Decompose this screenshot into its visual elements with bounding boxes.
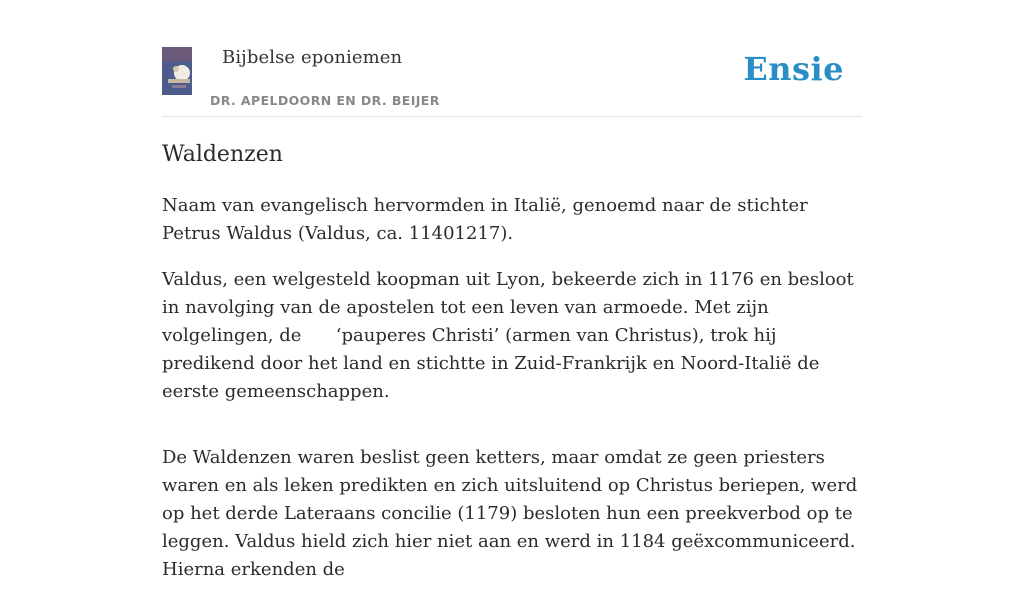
- entry-paragraph: De Waldenzen waren beslist geen ketters, maar omdat ze geen priesters waren en als leken predikten en zich uitsluitend op Christus beriepen, werd op het derde Lateraans concilie (1179) besloten hun een preekverbod op te leggen. Valdus hield zich hier niet aan en werd in 1184 geëxcommuniceerd. Hierna erkenden de: [162, 447, 858, 580]
- book-header: [162, 40, 862, 117]
- book-title[interactable]: Bijbelse eponiemen: [222, 47, 403, 68]
- entry-paragraph: Naam van evangelisch hervormden in Italië, genoemd naar de stichter Petrus Waldus (Valdus, ca. 11401217).: [162, 195, 808, 244]
- entry-title: Waldenzen: [162, 142, 283, 167]
- entry-paragraph: Valdus, een welgesteld koopman uit Lyon, bekeerde zich in 1176 en besloot in navolging van de apostelen tot een leven van armoede. Met zijn volgelingen, de ‘pauperes Christi’ (armen van Christus), trok hij predikend door het land en stichtte in Zuid-Frankrijk en Noord-Italië de eerste gemeenschappen.: [162, 269, 860, 402]
- entry-article: [162, 140, 862, 602]
- ensie-logo[interactable]: Ensie: [743, 50, 844, 88]
- book-cover-avatar[interactable]: [162, 47, 210, 95]
- book-authors[interactable]: DR. APELDOORN EN DR. BEIJER: [210, 93, 440, 108]
